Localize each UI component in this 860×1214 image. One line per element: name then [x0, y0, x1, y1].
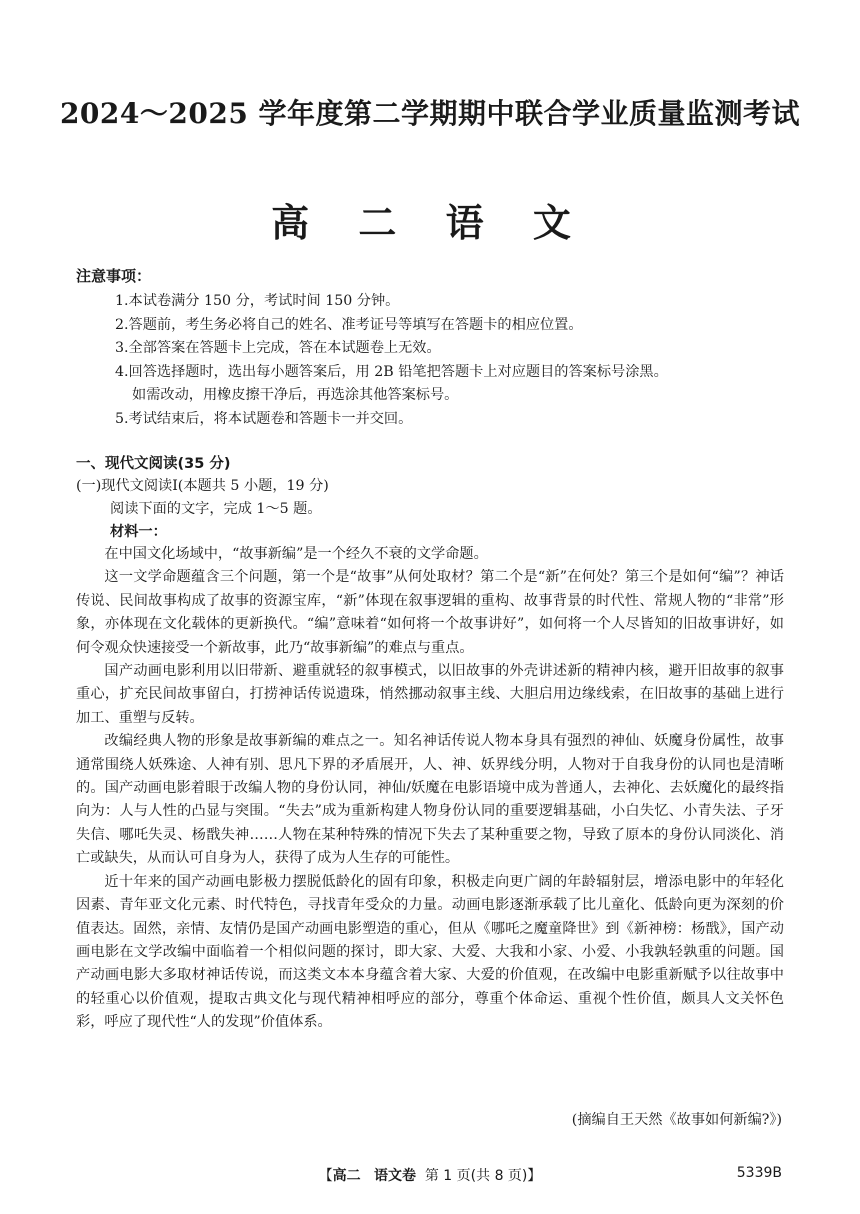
- section-heading: 一、现代文阅读(35 分): [76, 456, 231, 472]
- footer-bracket-open: 【: [318, 1168, 333, 1184]
- paragraph: 在中国文化场域中，“故事新编”是一个经久不衰的文学命题。: [104, 546, 488, 562]
- reading-instruction: 阅读下面的文字，完成 1～5 题。: [110, 501, 322, 517]
- notes-list: [115, 290, 795, 431]
- paper-code: 5339B: [736, 1165, 782, 1181]
- footer-grade: 高二: [332, 1168, 361, 1184]
- page-footer: [0, 1165, 860, 1185]
- notes-heading: 注意事项：: [76, 267, 152, 285]
- note-item: 3.全部答案在答题卡上完成，答在本试题卷上无效。: [115, 340, 441, 356]
- note-item: 4.回答选择题时，选出每小题答案后，用 2B 铅笔把答题卡上对应题目的答案标号涂黑。: [115, 363, 668, 380]
- paragraph: 这一文学命题蕴含三个问题，第一个是“故事”从何处取材？第二个是“新”在何处？第三个是如何“编”？神话传说、民间故事构成了故事的资源宝库，“新”体现在叙事逻辑的重构、故事背景的时代性、常规人物的“非常”形象，亦体现在文化载体的更新换代。“编”意味着“如何将一个故事讲好”，如何将一个人尽皆知的旧故事讲好，如何令观众快速接受一个新故事，此乃“故事新编”的难点与重点。: [76, 569, 784, 656]
- footer-page-info: 第 1 页(共 8 页): [424, 1168, 528, 1184]
- subject-title: 高 二 语 文: [271, 200, 589, 245]
- note-item: 2.答题前，考生务必将自己的姓名、准考证号等填写在答题卡的相应位置。: [115, 316, 583, 333]
- material-label: 材料一：: [110, 524, 167, 540]
- paragraph: 近十年来的国产动画电影极力摆脱低龄化的固有印象，积极走向更广阔的年龄辐射层，增添电影中的年轻化因素、青年亚文化元素、时代特色，寻找青年受众的力量。动画电影逐渐承载了比儿童化、低龄向更为深刻的价值表达。固然，亲情、友情仍是国产动画电影塑造的重心，但从《哪吒之魔童降世》到《新神榜：杨戬》，国产动画电影在文学改编中面临着一个相似问题的探讨，即大家、大爱、大我和小家、小爱、小我孰轻孰重的问题。国产动画电影大多取材神话传说，而这类文本本身蕴含着大家、大爱的价值观，在改编中电影重新赋予以往故事中的轻重心以价值观，提取古典文化与现代精神相呼应的部分，尊重个体命运、重视个性价值，颇具人文关怀色彩，呼应了现代性“人的发现”价值体系。: [76, 873, 784, 1031]
- exam-title: 2024～2025 学年度第二学期期中联合学业质量监测考试: [59, 97, 801, 130]
- sub-section-heading: (一)现代文阅读Ⅰ(本题共 5 小题，19 分): [76, 478, 329, 494]
- source-citation: (摘编自王天然《故事如何新编?》): [571, 1112, 782, 1128]
- note-item: 1.本试卷满分 150 分，考试时间 150 分钟。: [115, 293, 400, 309]
- paragraph: 改编经典人物的形象是故事新编的难点之一。知名神话传说人物本身具有强烈的神仙、妖魔身份属性，故事通常围绕人妖殊途、人神有别、思凡下界的矛盾展开，人、神、妖界线分明，人物对于自我身份的认同也是清晰的。国产动画电影着眼于改编人物的身份认同，神仙/妖魔在电影语境中成为普通人，去神化、去妖魔化的最终指向为：人与人性的凸显与突围。“失去”成为重新构建人物身份认同的重要逻辑基础，小白失忆、小青失法、子牙失信、哪吒失灵、杨戬失神……人物在某种特殊的情况下失去了某种重要之物，导致了原本的身份认同淡化、消亡或缺失，从而认可自身为人，获得了成为人生存的可能性。: [76, 733, 784, 867]
- note-item-continuation: 如需改动，用橡皮擦干净后，再选涂其他答案标号。: [132, 387, 459, 403]
- material-body: [76, 543, 784, 1035]
- paragraph: 国产动画电影利用以旧带新、避重就轻的叙事模式，以旧故事的外壳讲述新的精神内核，避开旧故事的叙事重心，扩充民间故事留白，打捞神话传说遗珠，悄然挪动叙事主线、大胆启用边缘线索，在旧故事的基础上进行加工、重塑与反转。: [76, 663, 784, 726]
- footer-paper: 语文卷: [373, 1168, 416, 1184]
- note-item: 5.考试结束后，将本试题卷和答题卡一并交回。: [115, 410, 413, 427]
- footer-bracket-close: 】: [527, 1168, 542, 1184]
